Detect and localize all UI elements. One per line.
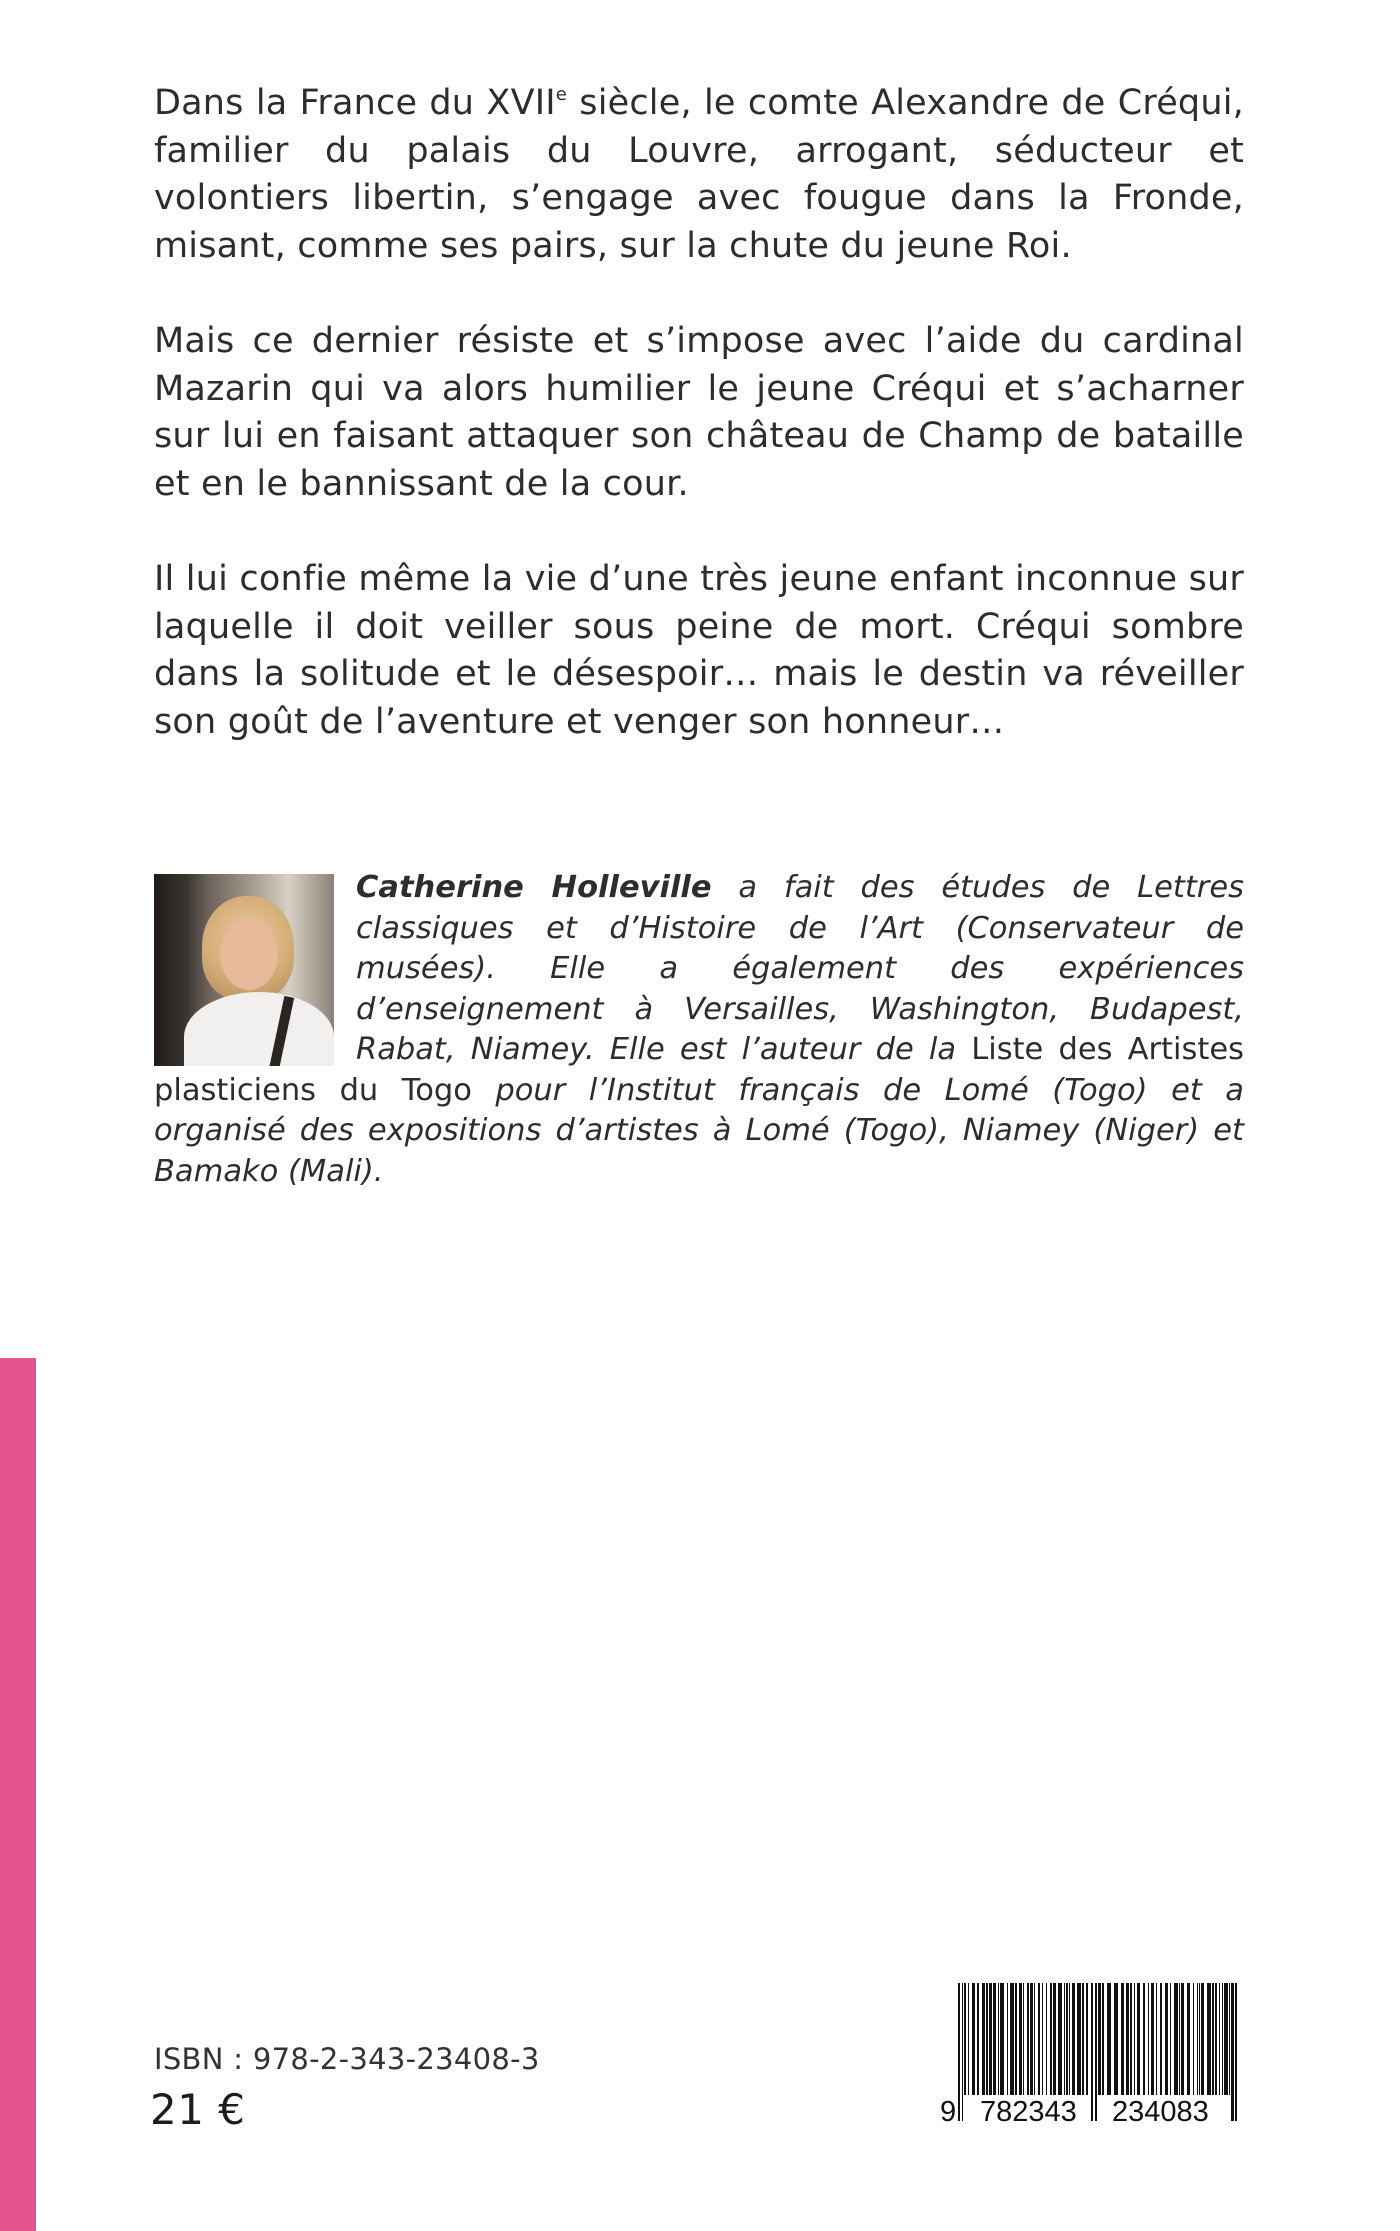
blurb-paragraph-2: Mais ce dernier résiste et s’impose avec l’aide du cardinal Mazarin qui va alors humilier le jeune Créqui et s’acharner sur lui en faisant attaquer son château de Champ de bataille et en le bannissant de la cour. xyxy=(154,321,1244,504)
blurb-p1-start: Dans la France du XVII xyxy=(154,83,556,123)
barcode-bar xyxy=(1077,1983,1081,2095)
barcode-bar xyxy=(977,1983,979,2095)
barcode-bar xyxy=(998,1983,999,2095)
barcode-bar xyxy=(1069,1983,1070,2095)
barcode-digit-first: 9 xyxy=(940,2096,957,2128)
barcode-bar xyxy=(1050,1983,1052,2095)
barcode-bar xyxy=(1151,1983,1154,2095)
barcode-bar xyxy=(1165,1983,1168,2095)
barcode-bar xyxy=(1038,1983,1040,2095)
barcode-bar xyxy=(1102,1983,1104,2095)
barcode-bar xyxy=(1187,1983,1190,2095)
photo-shirt xyxy=(184,992,334,1066)
barcode-bar xyxy=(1082,1983,1084,2095)
barcode-bar xyxy=(1027,1983,1029,2095)
barcode-bar xyxy=(1042,1983,1043,2095)
back-cover-blurb xyxy=(154,80,1244,794)
barcode-bar xyxy=(1066,1983,1068,2095)
photo-face xyxy=(220,918,278,990)
barcode-bar xyxy=(964,1983,966,2095)
barcode-bar xyxy=(1199,1983,1200,2095)
barcode-bar xyxy=(1170,1983,1171,2095)
barcode-bar xyxy=(1098,1983,1101,2095)
barcode-bar xyxy=(1148,1983,1149,2095)
barcode-bar xyxy=(1143,1983,1145,2095)
barcode-bar xyxy=(1137,1983,1140,2095)
isbn-label: ISBN : 978-2-343-23408-3 xyxy=(154,2042,540,2076)
barcode-bar xyxy=(1156,1983,1157,2095)
barcode-bar xyxy=(1229,1983,1230,2095)
barcode-bar xyxy=(989,1983,992,2095)
barcode-bar xyxy=(1134,1983,1135,2095)
barcode-bar xyxy=(1034,1983,1035,2095)
barcode-bar xyxy=(1160,1983,1162,2095)
blurb-paragraph-1 xyxy=(154,80,1244,270)
barcode-bar xyxy=(1215,1983,1217,2095)
barcode-bar xyxy=(1023,1983,1024,2095)
barcode-bar xyxy=(1007,1983,1008,2095)
barcode xyxy=(938,1983,1244,2133)
author-bio xyxy=(154,868,1244,1192)
bio-text-2: pour l’Institut français de Lomé (Togo) et a organisé des expositions d’artistes à Lomé (Togo), Niamey (Niger) et Bamako (Mali). xyxy=(154,1072,1244,1189)
barcode-bar xyxy=(1086,1983,1088,2095)
barcode-digits-right: 234083 xyxy=(1112,2096,1209,2128)
barcode-bar xyxy=(986,1983,988,2095)
barcode-bar xyxy=(1121,1983,1124,2095)
book-title: Liste des Artistes plasticiens du Togo xyxy=(154,1032,1244,1108)
blurb-p1-rest: siècle, le comte Alexandre de Créqui, familier du palais du Louvre, arrogant, séducteur et volontiers libertin, s’engage avec fougue dans la Fronde, misant, comme ses pairs, sur la chute du jeune Roi. xyxy=(154,83,1244,266)
bio-text-1: a fait des études de Lettres classiques et d’Histoire de l’Art (Conservateur de musées). Elle a également des expériences d’enseignement à Versailles, Washington, Budapest, Rabat, Niamey. Elle est l’auteur de la xyxy=(356,870,1244,1067)
barcode-digits xyxy=(938,2096,1244,2130)
barcode-bar xyxy=(1212,1983,1214,2095)
barcode-bar xyxy=(1193,1983,1194,2095)
barcode-bar xyxy=(1222,1983,1223,2095)
barcode-bar xyxy=(1072,1983,1075,2095)
author-photo xyxy=(154,874,334,1066)
barcode-bar xyxy=(1126,1983,1129,2095)
barcode-bar xyxy=(1015,1983,1017,2095)
barcode-bar xyxy=(993,1983,996,2095)
barcode-bar xyxy=(1179,1983,1180,2095)
barcode-bar xyxy=(1053,1983,1056,2095)
price-label: 21 € xyxy=(150,2085,246,2134)
barcode-digits-left: 782343 xyxy=(980,2096,1077,2128)
barcode-bar xyxy=(1046,1983,1047,2095)
barcode-bar xyxy=(1174,1983,1178,2095)
barcode-bar xyxy=(1197,1983,1198,2095)
author-name: Catherine Holleville xyxy=(356,870,712,905)
barcode-bar xyxy=(1030,1983,1033,2095)
barcode-bar xyxy=(1114,1983,1118,2095)
barcode-bar xyxy=(1000,1983,1004,2095)
barcode-bar xyxy=(982,1983,985,2095)
accent-bar xyxy=(0,1358,36,2231)
barcode-bar xyxy=(1224,1983,1228,2095)
barcode-bar xyxy=(1181,1983,1184,2095)
barcode-bar xyxy=(1219,1983,1220,2095)
barcode-bar xyxy=(1130,1983,1132,2095)
blurb-paragraph-3: Il lui confie même la vie d’une très jeune enfant inconnue sur laquelle il doit veiller sous peine de mort. Créqui sombre dans la solitude et le désespoir… mais le destin va réveiller son goût de l’aventure et venger son honneur… xyxy=(154,559,1244,742)
barcode-bar xyxy=(968,1983,969,2095)
barcode-bar xyxy=(1064,1983,1065,2095)
barcode-bar xyxy=(1058,1983,1062,2095)
barcode-bar xyxy=(1010,1983,1014,2095)
barcode-bar xyxy=(1201,1983,1204,2095)
superscript-e: e xyxy=(555,84,568,105)
barcode-bar xyxy=(972,1983,975,2095)
barcode-bar xyxy=(1207,1983,1211,2095)
barcode-bar xyxy=(1019,1983,1022,2095)
barcode-bar xyxy=(1107,1983,1111,2095)
